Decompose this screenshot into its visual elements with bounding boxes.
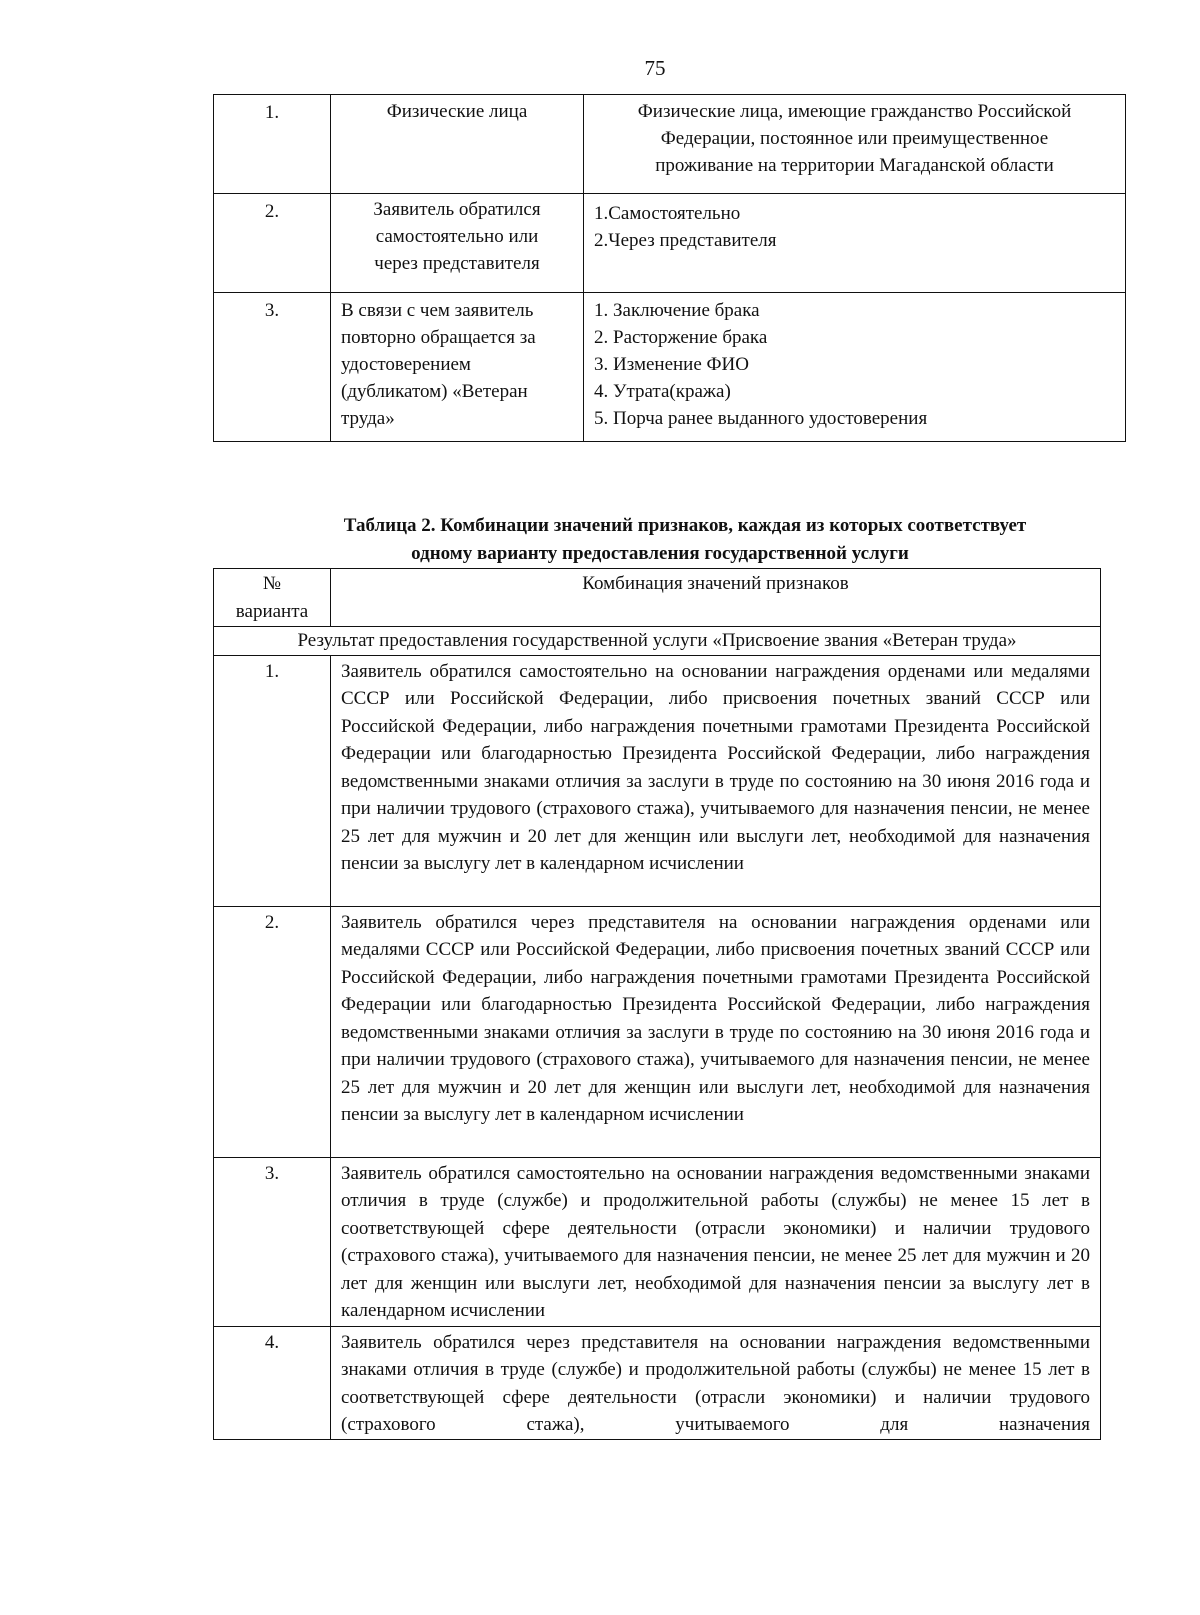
label-line: (дубликатом) «Ветеран bbox=[341, 381, 528, 402]
value-line: 1.Самостоятельно bbox=[594, 203, 741, 224]
table-row bbox=[214, 293, 1126, 442]
row-number: 1. bbox=[214, 95, 331, 194]
variant-description: Заявитель обратился самостоятельно на основании награждения орденами или медалями СССР или Российской Федерации, либо присвоения почетных званий СССР или Российской Федерации, либо награждения почетными грамотами Президента Российской Федерации или благодарностью Президента Российской Федерации, либо награждения ведомственными знаками отличия за заслуги в труде по состоянию на 30 июня 2016 года и при наличии трудового (страхового стажа), учитываемого для назначения пенсии, не менее 25 лет для мужчин и 20 лет для женщин или выслуги лет, необходимой для назначения пенсии за выслугу лет в календарном исчислении bbox=[331, 655, 1101, 906]
label-line: Заявитель обратился bbox=[373, 199, 541, 220]
label-line: повторно обращается за bbox=[341, 327, 536, 348]
value-line: проживание на территории Магаданской области bbox=[655, 155, 1054, 176]
page-number: 75 bbox=[644, 56, 666, 80]
label-line: В связи с чем заявитель bbox=[341, 300, 534, 321]
table-row bbox=[214, 1157, 1101, 1326]
label-line: Физические лица bbox=[386, 101, 528, 122]
table-caption-line: одному варианту предоставления государственной услуги bbox=[411, 543, 909, 564]
criterion-label bbox=[331, 95, 584, 194]
variant-description: Заявитель обратился через представителя на основании награждения орденами или медалями СССР или Российской Федерации, либо присвоения почетных званий СССР или Российской Федерации, либо награждения почетными грамотами Президента Российской Федерации или благодарностью Президента Российской Федерации, либо награждения ведомственными знаками отличия за заслуги в труде по состоянию на 30 июня 2016 года и при наличии трудового (страхового стажа), учитываемого для назначения пенсии, не менее 25 лет для мужчин и 20 лет для женщин или выслуги лет, необходимой для назначения пенсии за выслугу лет в календарном исчислении bbox=[331, 906, 1101, 1157]
variant-description: Заявитель обратился через представителя на основании награждения ведомственными знаками отличия в труде (службе) и продолжительной работы (службы) не менее 15 лет в соответствующей сфере деятельности (отрасли экономики) и наличии трудового (страхового стажа), учитываемого для назначения bbox=[331, 1326, 1101, 1439]
header-variant-number bbox=[214, 569, 331, 627]
variant-description: Заявитель обратился самостоятельно на основании награждения ведомственными знаками отличия в труде (службе) и продолжительной работы (службы) не менее 15 лет в соответствующей сфере деятельности (отрасли экономики) и наличии трудового (страхового стажа), учитываемого для назначения пенсии, не менее 25 лет для мужчин и 20 лет для женщин или выслуги лет, необходимой для назначения пенсии за выслугу лет в календарном исчислении bbox=[331, 1157, 1101, 1326]
label-line: самостоятельно или bbox=[375, 226, 539, 247]
criterion-label bbox=[331, 194, 584, 293]
value-line: 4. Утрата(кража) bbox=[594, 381, 731, 402]
criteria-table bbox=[213, 94, 1126, 442]
value-line: Физические лица, имеющие гражданство Российской bbox=[637, 101, 1072, 122]
variant-number: 2. bbox=[214, 906, 331, 1157]
criterion-values bbox=[584, 95, 1126, 194]
label-line: удостоверением bbox=[341, 354, 471, 375]
header-line: варианта bbox=[235, 600, 309, 622]
table-row bbox=[214, 1326, 1101, 1439]
table-row bbox=[214, 194, 1126, 293]
table-row bbox=[214, 655, 1101, 906]
variant-number: 4. bbox=[214, 1326, 331, 1439]
value-line: 1. Заключение брака bbox=[594, 300, 760, 321]
table-header-row bbox=[214, 569, 1101, 627]
variant-number: 1. bbox=[214, 655, 331, 906]
row-number: 2. bbox=[214, 194, 331, 293]
value-line: 2. Расторжение брака bbox=[594, 327, 768, 348]
header-combination: Комбинация значений признаков bbox=[331, 569, 1101, 627]
value-line: 2.Через представителя bbox=[594, 230, 777, 251]
result-text: Результат предоставления государственной услуги «Присвоение звания «Ветеран труда» bbox=[214, 627, 1101, 656]
variants-table bbox=[213, 568, 1101, 1440]
value-line: 5. Порча ранее выданного удостоверения bbox=[594, 408, 928, 429]
criterion-values bbox=[584, 293, 1126, 442]
table-row bbox=[214, 906, 1101, 1157]
criterion-label bbox=[331, 293, 584, 442]
table-caption-line: Таблица 2. Комбинации значений признаков, каждая из которых соответствует bbox=[343, 515, 1027, 536]
value-line: Федерации, постоянное или преимущественное bbox=[660, 128, 1049, 149]
label-line: через представителя bbox=[374, 253, 540, 274]
value-line: 3. Изменение ФИО bbox=[594, 354, 749, 375]
label-line: труда» bbox=[341, 408, 395, 429]
result-row bbox=[214, 627, 1101, 656]
variant-number: 3. bbox=[214, 1157, 331, 1326]
table-row bbox=[214, 95, 1126, 194]
criterion-values bbox=[584, 194, 1126, 293]
row-number: 3. bbox=[214, 293, 331, 442]
header-line: № bbox=[262, 573, 282, 594]
